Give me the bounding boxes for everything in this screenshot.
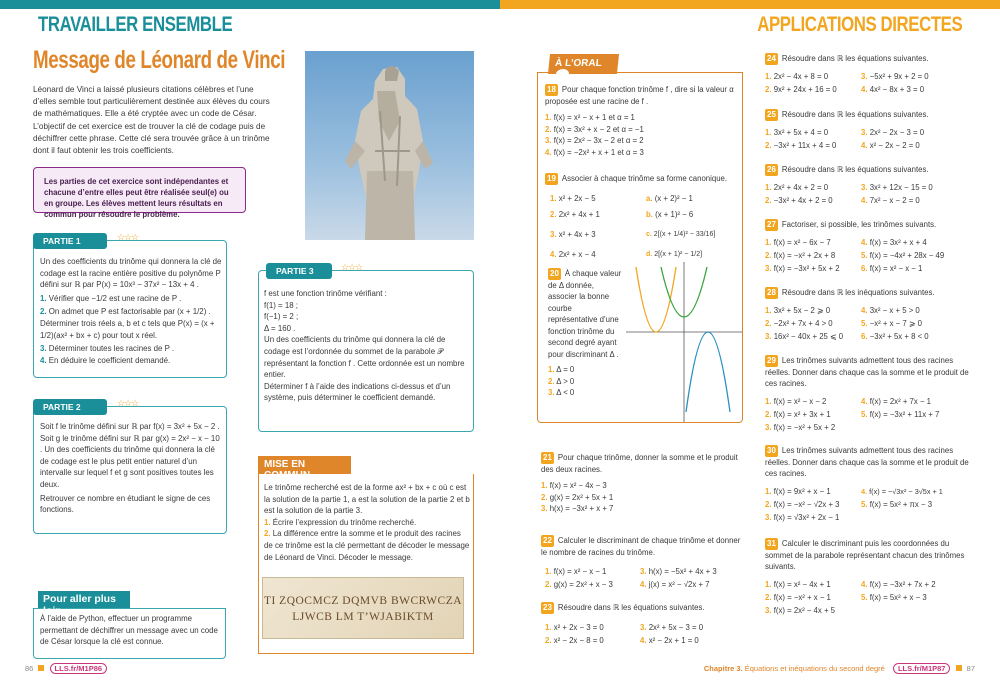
ex23 [541,602,746,614]
list-item: 1. f(x) = x² − 6x − 7 [765,237,831,247]
list-item: 1. f(x) = x² − x − 1 [545,567,607,576]
ex24 [765,53,970,96]
list-item: 1. 2x² + 4x + 2 = 0 [765,182,829,192]
mise-content [264,482,470,563]
intro-paragraph: Léonard de Vinci a laissé plusieurs citations célèbres et l’une d’elles semble tout particulièrement destinée aux élèves du cours de mathématiques. Elle a été cryptée avec un code de César. L’objectif de cet exercice est de trouver la clé de codage puis de déchiffrer cette phrase. Cette clé sera trouvée grâce à un trinôme dont il faut obtenir les trois coefficients. [33,85,270,156]
section-header-left: TRAVAILLER ENSEMBLE [38,13,233,36]
list-item: 2. 2x² + 4x + 1 [550,210,600,219]
list-item: 3. 16x² − 40x + 25 ⩽ 0 [765,331,844,341]
section-header-right: APPLICATIONS DIRECTES [756,13,962,36]
list-item: 1. f(x) = x² − 4x + 1 [765,579,831,589]
list-item: 4. 7x² − x − 2 = 0 [861,195,920,205]
footer-link[interactable]: LLS.fr/M1P87 [893,663,951,674]
list-item: 2. f(x) = 3x² + x − 2 et α = −1 [545,124,644,134]
partie3-text: Un des coefficients du trinôme qui donnera la clé de codage est l’ordonnée du sommet de la parabole 𝒫 représentant la fonction f . Cette ordonnée est un nombre entier. [264,335,465,380]
aller-tag: Pour aller plus loin [38,591,130,608]
leonardo-statue-photo [305,51,474,240]
footer-right [704,664,975,673]
partie3-text2: Déterminer f à l’aide des indications ci-dessus et d’un système, puis déterminer le coefficient demandé. [264,381,451,403]
ex28-question: Résoudre dans ℝ les inéquations suivantes. [781,288,935,297]
partie3-line: f(−1) = 2 ; [264,312,299,322]
speech-icon [555,69,569,79]
list-item: 3. 2x² − 2x − 3 = 0 [861,127,925,137]
partie3-line: Δ = 160 . [264,323,296,333]
list-item: 1. 2x² − 4x + 8 = 0 [765,71,829,81]
list-item: 2. x² − 2x − 8 = 0 [545,636,604,645]
list-item: 3. Déterminer toutes les racines de P . [40,344,175,354]
list-item: c. 2[(x + 1/4)² − 33/16] [646,231,716,238]
list-item: 1. f(x) = x² − x − 2 [765,396,827,406]
list-item: 4. f(x) = −2x² + x + 1 et α = 3 [545,147,644,157]
partie3-line: f est une fonction trinôme vérifiant : [264,289,387,298]
partie3-stars: ☆☆☆ [341,262,363,272]
top-color-bar [0,0,1000,9]
list-item: d. 2[(x + 1)² − 1/2] [646,251,703,258]
list-item: 3. 2x² + 5x − 3 = 0 [640,623,704,632]
ex26 [765,164,970,207]
list-item: 1. f(x) = 9x² + x − 1 [765,486,831,496]
partie3-line: f(1) = 18 ; [264,300,298,310]
ex19-right-list [646,191,740,263]
list-item: b. (x + 1)² − 6 [646,210,694,219]
list-item: 3. f(x) = 2x² − 3x − 2 et α = 2 [545,136,644,145]
ex24-question: Résoudre dans ℝ les équations suivantes. [781,54,929,63]
curve-blue [686,332,730,412]
ex30 [765,445,970,524]
list-item: 3. f(x) = 2x² − 4x + 5 [765,605,836,615]
ex27 [765,219,970,275]
ex18 [545,84,739,158]
list-item: 5. f(x) = −4x² + 28x − 49 [861,250,945,260]
ex25-list [765,126,970,152]
partie2-text: Soit f le trinôme défini sur ℝ par f(x) = 3x² + 5x − 2 . Soit g le trinôme défini sur ℝ par g(x) = 2x² − x − 10 . Un des coefficients du trinôme qui donnera la clé de codage est le plus petit entier naturel d’un intervalle sur lequel f et g sont positives toutes les deux. [40,422,220,489]
ex26-number: 26 [767,165,776,174]
ex19 [545,173,739,185]
list-item: 2. On admet que P est factorisable par (x + 1/2) . Déterminer trois réels a, b et c tels que P(x) = (x + 1/2)(ax² + bx + c) pour tout x réel. [40,307,215,340]
list-item: 6. −3x² + 5x + 8 < 0 [861,331,929,341]
ex30-number: 30 [767,446,776,455]
partie1-text: Un des coefficients du trinôme qui donnera la clé de codage est la racine entière positive du polynôme P défini sur ℝ par P(x) = 10x³ − 37x² − 13x + 4 . [40,257,222,290]
ex22-question: Calculer le discriminant de chaque trinôme et donner le nombre de racines du trinôme. [541,536,741,557]
list-item: 2. g(x) = 2x² + x − 3 [545,580,613,589]
ex27-list [765,236,970,275]
ex29-list [765,395,970,434]
list-item: 3. Δ < 0 [548,388,575,397]
ex29 [765,355,970,434]
list-item: 2. −2x² + 7x + 4 > 0 [765,318,833,328]
ex24-list [765,70,970,96]
ex26-list [765,181,970,207]
list-item: a. (x + 2)² − 1 [646,194,693,203]
footer-square [956,665,962,671]
list-item: 3. x² + 4x + 3 [550,230,596,239]
list-item: 3. h(x) = −5x² + 4x + 3 [640,567,717,576]
page-number: 87 [966,664,975,673]
list-item: 4. f(x) = 3x² + x + 4 [861,237,927,247]
list-item: 1. 3x² + 5x − 2 ⩾ 0 [765,305,831,315]
list-item: 4. f(x) = −3x² + 7x + 2 [861,579,936,589]
ex23-question: Résoudre dans ℝ les équations suivantes. [557,603,705,612]
mise-tag: MISE EN COMMUN [258,456,351,474]
list-item: 3. 3x² + 12x − 15 = 0 [861,182,933,192]
chapter-title: Équations et inéquations du second degré [744,664,885,673]
ex19-question: Associer à chaque trinôme sa forme canonique. [561,174,728,183]
partie1-content [40,256,222,366]
list-item: 4. 3x² − x + 5 > 0 [861,305,920,315]
parabola-graph [626,262,742,422]
list-item: 4. 2x² + x − 4 [550,250,596,259]
ex29-number: 29 [767,356,776,365]
partie2-stars: ☆☆☆ [117,398,139,408]
partie3-content [264,288,470,404]
cipher-message [262,577,464,639]
footer-square [38,665,44,671]
list-item: 2. f(x) = −x² + x − 1 [765,592,831,602]
ex31-list [765,578,970,617]
ex19-left-list [550,191,640,263]
list-item: 3. f(x) = −3x² + 5x + 2 [765,263,840,273]
list-item: 2. La différence entre la somme et le produit des racines de ce trinôme est la clé permettant de décoder le message de Léonard de Vinci. Décoder le message. [264,529,470,562]
ex22-list [545,565,745,591]
list-item: 1. x² + 2x − 5 [550,194,596,203]
list-item: 3. f(x) = √3x² + 2x − 1 [765,512,840,522]
list-item: 3. h(x) = −3x² + x + 7 [541,504,614,513]
ex23-number: 23 [543,603,552,612]
ex24-number: 24 [767,54,776,63]
list-item: 5. f(x) = 5x² + x − 3 [861,592,927,602]
ex28 [765,287,970,343]
list-item: 5. f(x) = −3x² + 11x + 7 [861,409,940,419]
partie2-content [40,421,222,516]
aller-text: À l’aide de Python, effectuer un programme permettant de déchiffrer un message avec un code de César lorsque la clé est connue. [40,614,218,647]
ex25-question: Résoudre dans ℝ les équations suivantes. [781,110,929,119]
footer-link[interactable]: LLS.fr/M1P86 [50,663,108,674]
list-item: 5. −x² + x − 7 ⩾ 0 [861,318,922,328]
partie2-tag: PARTIE 2 [33,399,107,415]
ex29-question: Les trinômes suivants admettent tous des racines réelles. Donner dans chaque cas la somme et le produit de ces racines. [765,356,969,388]
list-item: 2. g(x) = 2x² + 5x + 1 [541,492,614,502]
oral-label: À L’ORAL [554,58,603,69]
list-item: 2. 9x² + 24x + 16 = 0 [765,84,837,94]
cipher-line: TI ZQOCMCZ DQMVB BWCRWCZA [263,595,463,607]
ex22 [541,535,746,558]
list-item: 4. j(x) = x² − √2x + 7 [640,580,710,589]
ex27-number: 27 [767,220,776,229]
ex21-question: Pour chaque trinôme, donner la somme et le produit des deux racines. [541,453,738,474]
list-item: 4. x² − 2x − 2 = 0 [861,140,920,150]
list-item: 4. f(x) = −√3x² − 3√5x + 1 [861,486,943,496]
ex18-question: Pour chaque fonction trinôme f , dire si la valeur α proposée est une racine de f . [545,85,734,106]
ex30-list [765,485,970,524]
partie2-text2: Retrouver ce nombre en étudiant le signe de ces fonctions. [40,493,211,515]
list-item: 5. f(x) = 5x² + πx − 3 [861,499,933,509]
list-item: 4. 4x² − 8x + 3 = 0 [861,84,925,94]
list-item: 1. Vérifier que −1/2 est une racine de P . [40,293,182,303]
list-item: 4. En déduire le coefficient demandé. [40,355,171,365]
statue-illustration [305,51,474,240]
ex31 [765,538,970,617]
list-item: 4. x² − 2x + 1 = 0 [640,636,699,645]
list-item: 6. f(x) = x² − x − 1 [861,263,923,273]
ex20 [548,268,622,399]
ex22-number: 22 [543,536,552,545]
partie1-tag: PARTIE 1 [33,233,107,249]
list-item: 3. f(x) = −x² + 5x + 2 [765,422,836,432]
ex26-question: Résoudre dans ℝ les équations suivantes. [781,165,929,174]
list-item: 1. Écrire l’expression du trinôme recherché. [264,517,417,527]
ex21-number: 21 [543,453,552,462]
ex25 [765,109,970,152]
ex23-list [545,621,745,647]
list-item: 1. 3x² + 5x + 4 = 0 [765,127,829,137]
page-title: Message de Léonard de Vinci [33,46,286,74]
footer-left [25,664,107,673]
ex25-number: 25 [767,110,776,119]
ex28-number: 28 [767,288,776,297]
ex30-question: Les trinômes suivants admettent tous des racines réelles. Donner dans chaque cas la somme et le produit de ces racines. [765,446,969,478]
list-item: 2. f(x) = −x² + 2x + 8 [765,250,836,260]
info-note: Les parties de cet exercice sont indépendantes et chacune d’entre elles peut être réalisée seul(e) ou en groupe. Les élèves mettent leurs résultats en commun pour résoudre le problème. [33,167,246,213]
ex20-question: À chaque valeur de Δ donnée, associer la bonne courbe représentative d’une fonction trinôme du second degré ayant pour discriminant Δ . [548,269,622,359]
list-item: 4. f(x) = 2x² + 7x − 1 [861,396,932,406]
cipher-line: LJWCB LM T’WJABIKTM [292,611,434,623]
ex28-list [765,304,970,343]
list-item: 2. −3x² + 11x + 4 = 0 [765,140,837,150]
partie1-stars: ☆☆☆ [117,232,139,242]
list-item: 2. f(x) = −x² − √2x + 3 [765,499,840,509]
list-item: 2. Δ > 0 [548,376,575,386]
ex18-number: 18 [547,85,556,94]
ex21 [541,452,741,515]
list-item: 1. x² + 2x − 3 = 0 [545,623,604,632]
list-item: 2. f(x) = x² + 3x + 1 [765,409,831,419]
list-item: 3. −5x² + 9x + 2 = 0 [861,71,929,81]
ex19-number: 19 [547,174,556,183]
ex31-number: 31 [767,539,776,548]
ex20-number: 20 [550,269,559,278]
ex27-question: Factoriser, si possible, les trinômes suivants. [781,220,937,229]
partie3-tag: PARTIE 3 [266,263,332,279]
chapter-label: Chapitre 3. [703,664,743,673]
mise-text: Le trinôme recherché est de la forme ax² + bx + c où c est la solution de la partie 1, a est la solution de la partie 2 et b est la solution de la partie 3. [264,483,470,516]
page-number: 86 [25,664,34,673]
list-item: 1. f(x) = x² − 4x − 3 [541,481,607,490]
list-item: 2. −3x² + 4x + 2 = 0 [765,195,833,205]
list-item: 1. f(x) = x² − x + 1 et α = 1 [545,113,635,122]
list-item: 1. Δ = 0 [548,365,575,374]
ex31-question: Calculer le discriminant puis les coordonnées du sommet de la parabole représentant chacun des trinômes suivants. [765,539,965,571]
oral-tag [548,54,619,74]
